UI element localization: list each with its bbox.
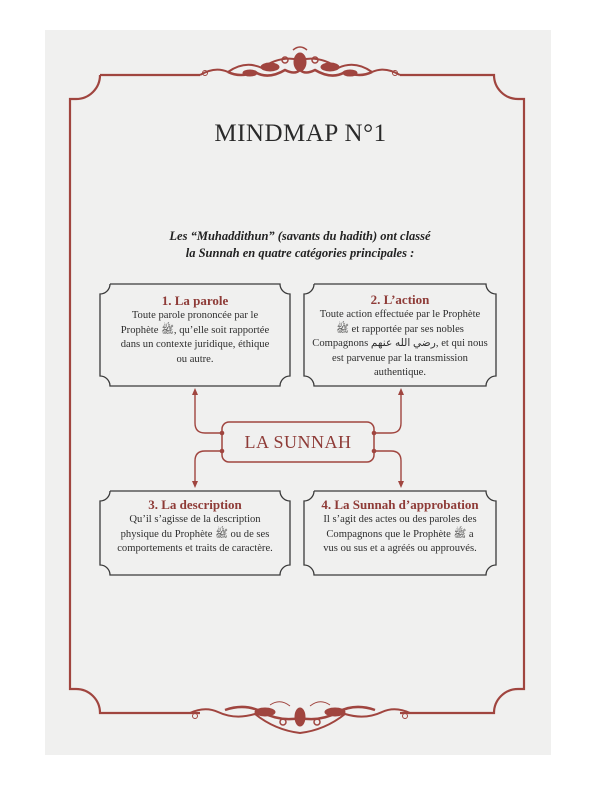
category-box-approbation: [306, 497, 494, 557]
category-box-parole: [104, 293, 286, 367]
ornament-bottom-icon: [190, 702, 410, 733]
center-node-la-sunnah: LA SUNNAH: [244, 432, 352, 452]
category-heading: 2. L’action: [370, 292, 430, 307]
category-text: Toute parole prononcée par le Prophète ﷺ, qu’elle soit rapportée dans un contexte juridique, éthique ou autre.: [120, 310, 270, 365]
category-text: Qu’il s’agisse de la description physique du Prophète ﷺ ou de ses comportements et traits de caractère.: [117, 514, 273, 554]
category-heading: 1. La parole: [161, 293, 229, 308]
category-box-description: [104, 497, 286, 557]
category-text: Il s’agit des actes ou des paroles des Compagnons que le Prophète ﷺ a vus ou sus et a agréés ou approuvés.: [323, 514, 477, 554]
intro-line-2: la Sunnah en quatre catégories principales :: [185, 246, 415, 260]
intro-text: [120, 228, 480, 262]
intro-line-1: Les “Muhaddithun” (savants du hadith) ont classé: [169, 229, 431, 243]
category-box-action: [306, 292, 494, 381]
page-title: MINDMAP N°1: [214, 120, 387, 147]
category-text: Toute action effectuée par le Prophète ﷺ et rapportée par ses nobles Compagnons رضي الله عنهم, et qui nous est parvenue par la transmission authentique.: [312, 309, 488, 378]
ornament-top-icon: [200, 47, 400, 76]
category-heading: 4. La Sunnah d’approbation: [321, 497, 479, 512]
category-heading: 3. La description: [148, 497, 242, 512]
